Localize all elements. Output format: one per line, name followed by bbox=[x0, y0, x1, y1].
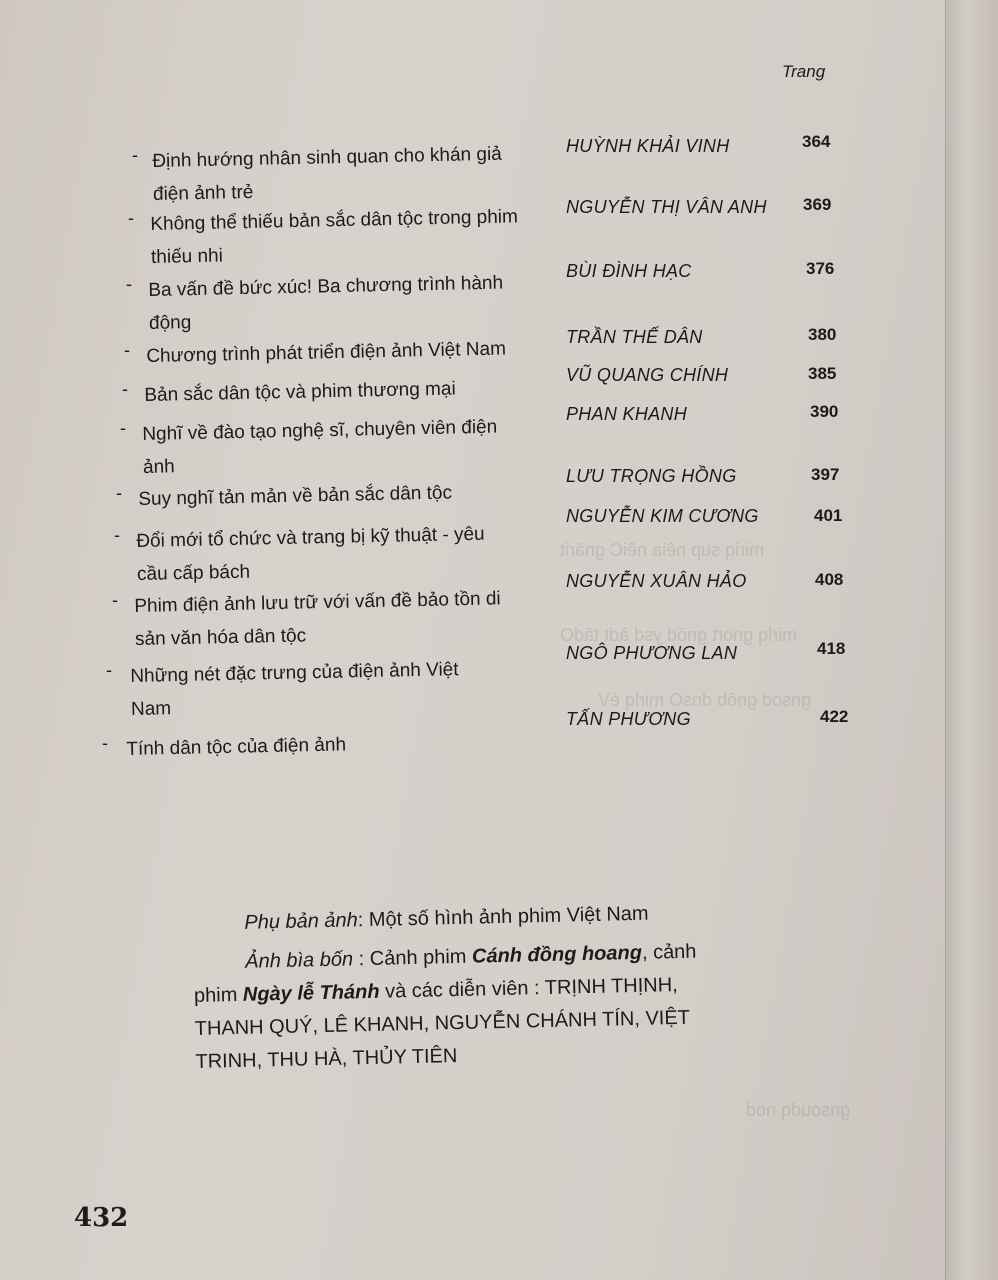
cover-note-line: THANH QUÝ, LÊ KHANH, NGUYỄN CHÁNH TÍN, VIỆT bbox=[194, 1006, 691, 1040]
entry-title: Ba vấn đề bức xúc! Ba chương trình hành động bbox=[148, 272, 504, 334]
entry-title: Phim điện ảnh lưu trữ với vấn đề bảo tồn di sản văn hóa dân tộc bbox=[134, 588, 501, 650]
entry-author: NGUYỄN KIM CƯƠNG bbox=[566, 506, 759, 526]
entry-dash: - bbox=[112, 590, 118, 610]
entry-page-number: 376 bbox=[806, 259, 835, 278]
entry-page-number: 380 bbox=[808, 325, 837, 344]
entry-author: PHAN KHANH bbox=[566, 404, 688, 424]
entry-dash: - bbox=[124, 340, 130, 360]
cover-text: và các diễn viên : TRỊNH THỊNH, bbox=[379, 974, 678, 1003]
supplement-text: : Một số hình ảnh phim Việt Nam bbox=[357, 902, 649, 932]
entry-dash: - bbox=[106, 660, 112, 680]
entry-dash: - bbox=[132, 145, 138, 165]
entry-dash: - bbox=[102, 733, 108, 753]
entry-title: Không thể thiếu bản sắc dân tộc trong phim thiếu nhi bbox=[150, 206, 519, 268]
entry-title: Chương trình phát triển điện ảnh Việt Nam bbox=[146, 338, 507, 367]
cover-text: : Cảnh phim bbox=[352, 945, 473, 971]
entry-dash: - bbox=[128, 208, 134, 228]
entry-page-number: 369 bbox=[803, 195, 832, 214]
entry-page-number: 408 bbox=[815, 570, 844, 589]
entry-title: Định hướng nhân sinh quan cho khán giả điện ảnh trẻ bbox=[152, 143, 502, 205]
entry-title: Những nét đặc trưng của điện ảnh Việt Nam bbox=[130, 659, 459, 720]
entry-dash: - bbox=[126, 274, 132, 294]
cover-note-line: TRINH, THU HÀ, THỦY TIÊN bbox=[195, 1045, 458, 1073]
entry-author: TRẦN THẾ DÂN bbox=[566, 327, 703, 347]
entry-page-number: 422 bbox=[820, 707, 849, 726]
entry-author: NGÔ PHƯƠNG LAN bbox=[566, 643, 738, 663]
bleed-through: gnsoudq nöd bbox=[746, 1100, 851, 1120]
entry-title: Nghĩ về đào tạo nghệ sĩ, chuyên viên điện ảnh bbox=[142, 416, 498, 478]
page-column-header: Trang bbox=[782, 62, 826, 81]
entry-title: Đổi mới tổ chức và trang bị kỹ thuật - yêu cầu cấp bách bbox=[136, 523, 485, 585]
cover-text: , cảnh bbox=[641, 940, 697, 964]
entry-title: Bản sắc dân tộc và phim thương mại bbox=[144, 378, 456, 406]
film-title: Ngày lễ Thánh bbox=[242, 980, 380, 1006]
entry-author: HUỲNH KHẢI VINH bbox=[566, 136, 730, 156]
bleed-through: miriq sup nêia nêiC gnărit bbox=[560, 540, 765, 560]
entry-dash: - bbox=[116, 483, 122, 503]
contents-entry bbox=[0, 707, 998, 803]
cover-text: phim bbox=[193, 983, 244, 1007]
entry-author: VŨ QUANG CHÍNH bbox=[566, 365, 729, 385]
film-title: Cánh đồng hoang bbox=[471, 941, 643, 968]
bleed-through: gnsod gnôb dnsO mirlq èV bbox=[598, 690, 812, 710]
entry-page-number: 418 bbox=[817, 639, 846, 658]
entry-author: BÙI ĐÌNH HẠC bbox=[566, 261, 692, 281]
entry-dash: - bbox=[120, 418, 126, 438]
entry-page-number: 364 bbox=[802, 132, 831, 151]
entry-author: NGUYỄN THỊ VÂN ANH bbox=[566, 197, 767, 217]
entry-title: Suy nghĩ tản mản về bản sắc dân tộc bbox=[138, 482, 453, 510]
entry-author: TẤN PHƯƠNG bbox=[566, 709, 691, 729]
entry-page-number: 390 bbox=[810, 402, 839, 421]
entry-dash: - bbox=[114, 525, 120, 545]
bleed-through: mirlq gnort gnöd ysd àdt tâdO bbox=[560, 625, 798, 645]
entry-dash: - bbox=[122, 379, 128, 399]
photo-notes bbox=[192, 894, 796, 1079]
entry-author: NGUYỄN XUÂN HẢO bbox=[566, 571, 747, 591]
contents-entry bbox=[0, 570, 998, 660]
entry-author: LƯU TRỌNG HỒNG bbox=[566, 466, 737, 486]
entry-page-number: 385 bbox=[808, 364, 837, 383]
entry-page-number: 397 bbox=[811, 465, 840, 484]
entry-page-number: 401 bbox=[814, 506, 843, 525]
page-number: 432 bbox=[74, 1203, 129, 1233]
cover-label: Ảnh bìa bốn bbox=[244, 948, 354, 973]
entry-title: Tính dân tộc của điện ảnh bbox=[126, 734, 347, 760]
supplement-label: Phụ bản ảnh bbox=[244, 909, 359, 934]
supplement-note bbox=[192, 894, 793, 941]
